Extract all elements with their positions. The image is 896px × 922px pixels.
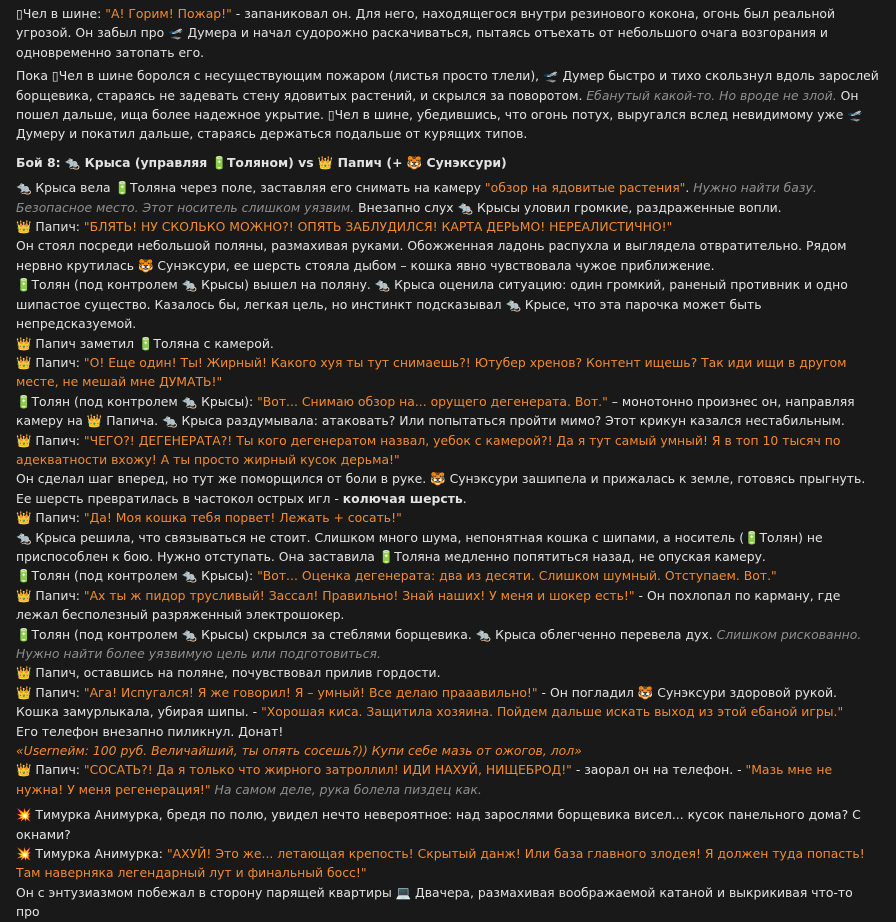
paragraph	[16, 4, 880, 62]
fight-heading	[16, 153, 880, 172]
rat-icon: 🐀	[475, 626, 492, 642]
crown-icon: 👑	[16, 432, 32, 448]
tiger-icon: 🐯	[430, 471, 446, 487]
quote: "обзор на ядовитые растения"	[484, 180, 686, 196]
text: Думера и начал судорожно раскачиваться, пытаясь отъехать от небольшого очага возгорания и одновременно затопать его.	[16, 25, 828, 60]
text: .	[685, 180, 694, 196]
text: Сунэксури, ее шерсть стояла дыбом – кошка явно чувствовала чужое приближение.	[153, 257, 715, 273]
thought-text: Нужно найти базу. Безопасное место. Этот носитель слишком уязвим.	[16, 180, 817, 215]
dialogue-line	[16, 392, 880, 431]
heading-text: Бой 8:	[16, 154, 65, 170]
tiger-icon: 🐯	[637, 684, 654, 700]
paragraph	[16, 178, 880, 217]
text: - заорал он на телефон. -	[571, 762, 746, 778]
explosion-icon: 💥	[16, 846, 32, 862]
plane-icon: 🛫	[847, 107, 863, 123]
dialogue-line	[16, 760, 880, 799]
dialogue-line	[16, 508, 880, 527]
speaker: Папич:	[31, 684, 84, 700]
donation-text: «Usernейм: 100 руб. Величайший, ты опять сосешь?)) Купи себе мазь от ожогов, лол»	[16, 743, 582, 759]
crown-icon: 👑	[16, 354, 32, 370]
text: Папич заметил	[31, 335, 138, 351]
text: ▯Чел в шине:	[16, 6, 106, 21]
quote: "Мазь мне не нужна! У меня регенерация!"	[16, 762, 833, 797]
speaker: Крысы):	[197, 393, 258, 409]
paragraph	[16, 625, 880, 664]
text: Думер быстро и тихо скользнул вдоль зарослей борщевика, стараясь не задевать стену ядовитых растений, и скрылся за поворотом.	[16, 68, 879, 103]
text: Крыса решила, что связываться не стоит. Слишком много шума, непонятная кошка с шипами, а носитель (	[31, 529, 745, 545]
text: Крыса облегченно перевела дух.	[491, 626, 717, 642]
rat-icon: 🐀	[16, 180, 32, 196]
paragraph	[16, 334, 880, 353]
paragraph	[16, 883, 880, 922]
thought-text: Слишком рискованно. Нужно найти более уязвимую цель или подготовиться.	[16, 626, 862, 661]
speaker: Папич:	[31, 354, 84, 370]
battery-icon: 🔋	[137, 335, 154, 351]
text: .	[462, 490, 467, 506]
text: Тимурка Анимурка, бредя по полю, увидел нечто невероятное: над зарослями борщевика висел... кусок панельного дома? С окнами?	[16, 807, 861, 842]
ability-name: колючая шерсть	[342, 490, 463, 506]
quote: "Вот... Оценка дегенерата: два из десяти. Слишком шумный. Отступаем. Вот."	[257, 568, 777, 584]
text: Крыса вела	[31, 180, 115, 196]
thought-text: Ебанутый какой-то. Но вроде не злой.	[586, 87, 837, 103]
speaker: Толян (под контролем	[31, 568, 182, 584]
speaker: Тимурка Анимурка:	[31, 846, 167, 862]
battery-icon: 🔋	[211, 154, 227, 170]
dialogue-line	[16, 353, 880, 392]
plane-icon: 🛫	[543, 68, 559, 84]
crown-icon: 👑	[16, 684, 32, 700]
dialogue-line	[16, 217, 880, 236]
text: Он стоял посреди небольшой поляны, размахивая руками. Обожженная ладонь распухла и выглядела отвратительно. Рядом нервно крутилась	[16, 238, 847, 273]
text: Он сделал шаг вперед, но тут же поморщился от боли в руке.	[16, 471, 431, 487]
speaker: Папич:	[31, 587, 84, 603]
battery-icon: 🔋	[744, 529, 760, 545]
text: Его телефон внезапно пиликнул. Донат!	[16, 723, 284, 739]
crown-icon: 👑	[16, 665, 32, 681]
text: Думеру и покатил дальше, стараясь держаться подальше от курящих типов.	[16, 126, 528, 142]
text: Сунэксури зашипела и прижалась к земле, готовясь прыгнуть. Ее шерсть превратилась в частокол острых игл -	[16, 471, 866, 506]
dialogue-line	[16, 683, 880, 722]
text: Внезапно слух	[354, 199, 458, 215]
speaker: Папич:	[31, 432, 84, 448]
rat-icon: 🐀	[181, 568, 198, 584]
text: Крысе, что эта парочка может быть непредсказуемой.	[16, 296, 762, 332]
battery-icon: 🔋	[378, 548, 395, 564]
plane-icon: 🛫	[168, 25, 184, 41]
text: Толяна через поле, заставляя его снимать на камеру	[129, 180, 485, 196]
laptop-icon: 💻	[395, 884, 412, 900]
dialogue-line	[16, 844, 880, 883]
text: Папича.	[102, 413, 163, 429]
dialogue-line	[16, 431, 880, 470]
battery-icon: 🔋	[16, 393, 32, 409]
battery-icon: 🔋	[16, 568, 32, 584]
text: Толян (под контролем	[31, 626, 182, 642]
text: Крыса оценила ситуацию: один громкий, раненый противник и одно шипастое существо. Казалось бы, легкая цель, но инстинкт подсказывал	[16, 277, 848, 312]
speaker: Крысы):	[197, 568, 258, 584]
text: Крысы уловил громкие, раздраженные вопли.	[473, 199, 782, 215]
crown-icon: 👑	[16, 219, 32, 235]
paragraph	[16, 66, 880, 144]
quote: "Вот... Снимаю обзор на... орущего дегенерата. Вот."	[257, 393, 608, 409]
rat-icon: 🐀	[457, 199, 473, 215]
paragraph	[16, 275, 880, 333]
text: Крысы) вышел на поляну.	[197, 277, 375, 293]
quote: "Хорошая киса. Защитила хозяина. Пойдем дальше искать выход из этой ебаной игры."	[261, 704, 844, 720]
rat-icon: 🐀	[181, 626, 198, 642]
paragraph	[16, 469, 880, 508]
speaker: Толян (под контролем	[31, 393, 182, 409]
heading-text: Крыса (управляя	[80, 154, 212, 170]
text: - Он похлопал по карману, где лежал бесполезный разряженный электрошокер.	[16, 587, 841, 623]
paragraph	[16, 236, 880, 275]
donation-message	[16, 741, 880, 760]
rat-icon: 🐀	[181, 277, 198, 293]
text: Пока ▯Чел в шине боролся с несуществующим пожаром (листья просто тлели),	[16, 68, 544, 84]
paragraph	[16, 663, 880, 682]
crown-icon: 👑	[16, 762, 32, 778]
dialogue-line	[16, 586, 880, 625]
text: – монотонно произнес он, направляя камеру на	[16, 393, 855, 429]
quote: "ЧЕГО?! ДЕГЕНЕРАТА?! Ты кого дегенератом назвал, уебок с камерой?! Да я тут самый умный! Я в топ 10 тысяч по адекватности вхожу! А ты просто жирный кусок дерьма!"	[16, 432, 841, 467]
crown-icon: 👑	[86, 413, 103, 429]
quote: "Да! Моя кошка тебя порвет! Лежать + сосать!"	[83, 510, 402, 526]
explosion-icon: 💥	[16, 807, 32, 823]
tiger-icon: 🐯	[138, 257, 154, 273]
heading-text: Сунэксури)	[422, 154, 507, 170]
text: Толяна с камерой.	[153, 335, 274, 351]
quote: "БЛЯТЬ! НУ СКОЛЬКО МОЖНО?! ОПЯТЬ ЗАБЛУДИЛСЯ! КАРТА ДЕРЬМО! НЕРЕАЛИСТИЧНО!"	[83, 219, 673, 235]
quote: "СОСАТЬ?! Да я только что жирного затроллил! ИДИ НАХУЙ, НИЩЕБРОД!"	[83, 762, 572, 778]
text: Толяна медленно попятиться назад, не опуская камеру.	[394, 548, 766, 564]
text: Толян (под контролем	[31, 277, 182, 293]
rat-icon: 🐀	[374, 277, 391, 293]
crown-icon: 👑	[317, 154, 334, 170]
speaker: Папич:	[31, 762, 84, 778]
heading-text: Папич (+	[333, 154, 407, 170]
paragraph	[16, 722, 880, 741]
quote: "А! Горим! Пожар!"	[105, 6, 232, 21]
rat-icon: 🐀	[181, 393, 198, 409]
quote: "АХУЙ! Это же... летающая крепость! Скрытый данж! Или база главного злодея! Я должен туда попасть! Там наверняка легендарный лут и финальный босс!"	[16, 846, 865, 881]
text: - запаниковал он. Для него, находящегося внутри резинового кокона, огонь был реальной угрозой. Он забыл про	[16, 6, 836, 41]
rat-icon: 🐀	[505, 296, 521, 312]
text: Крыса раздумывала: атаковать? Или попытаться пройти мимо? Этот крикун казался нестабильным.	[177, 413, 845, 429]
text: Сунэксури здоровой рукой. Кошка замурлыкала, убирая шипы. -	[16, 684, 837, 720]
speaker: Папич:	[31, 510, 84, 526]
quote: "О! Еще один! Ты! Жирный! Какого хуя ты тут снимаешь?! Ютубер хренов? Контент ищешь? Так иди ищи в другом месте, не мешай мне ДУМАТЬ!"	[16, 354, 847, 390]
quote: "Ага! Испугался! Я же говорил! Я – умный! Все делаю прааавильно!"	[83, 684, 538, 700]
rat-icon: 🐀	[16, 529, 32, 545]
dialogue-line	[16, 566, 880, 585]
rat-icon: 🐀	[64, 154, 81, 170]
battery-icon: 🔋	[16, 277, 32, 293]
battery-icon: 🔋	[16, 626, 32, 642]
rat-icon: 🐀	[162, 413, 178, 429]
speaker: Папич:	[31, 219, 84, 235]
crown-icon: 👑	[16, 335, 32, 351]
text: Двачера, размахивая воображаемой катаной и выкрикивая что-то про	[16, 884, 853, 920]
text: Он с энтузиазмом побежал в сторону парящей квартиры	[16, 884, 396, 900]
text: Он пошел дальше, ища более надежное укрытие. ▯Чел в шине, убедившись, что огонь потух, выругался вслед невидимому уже	[16, 87, 859, 123]
text: - Он погладил	[537, 684, 638, 700]
paragraph	[16, 805, 880, 844]
tiger-icon: 🐯	[406, 154, 423, 170]
paragraph	[16, 528, 880, 567]
text: Крысы) скрылся за стеблями борщевика.	[197, 626, 476, 642]
text: Толян) не приспособлен к бою. Нужно отступать. Она заставила	[16, 529, 823, 564]
battery-icon: 🔋	[114, 180, 130, 196]
heading-text: Толяном) vs	[226, 154, 318, 170]
text: Папич, оставшись на поляне, почувствовал прилив гордости.	[31, 665, 441, 681]
quote: "Ах ты ж пидор трусливый! Зассал! Правильно! Знай наших! У меня и шокер есть!"	[83, 587, 635, 603]
thought-text: На самом деле, рука болела пиздец как.	[210, 781, 482, 797]
crown-icon: 👑	[16, 510, 32, 526]
crown-icon: 👑	[16, 587, 32, 603]
